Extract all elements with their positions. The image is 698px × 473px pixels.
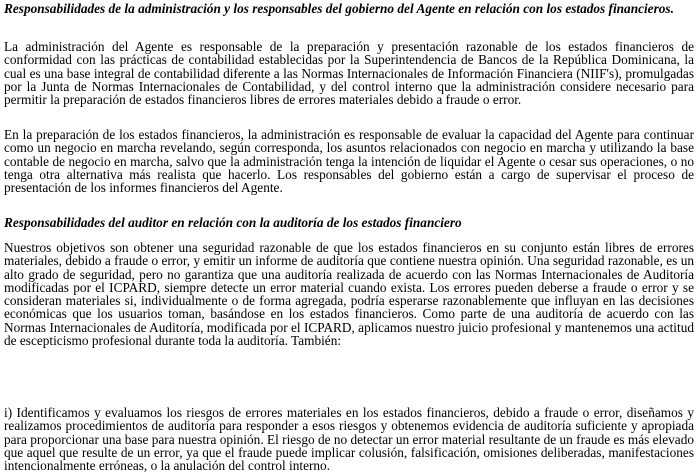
section-heading-management-responsibilities: Responsabilidades de la administración y los responsables del gobierno del Agente en relación con los estados financieros. — [4, 1, 674, 16]
paragraph-risk-identification: i) Identificamos y evaluamos los riesgos de errores materiales en los estados financieros, debido a fraude o error, diseñamos y realizamos procedimientos de auditoría para responder a esos riesgos y obtenemos evidencia de auditoría suficiente y apropiada para proporcionar una base para nuestra opinión. El riesgo de no detectar un error material resultante de un fraude es más elevado que aquel que resulte de un error, ya que el fraude puede implicar colusión, falsificación, omisiones deliberadas, manifestaciones intencionalmente erróneas, o la anulación del control interno. — [4, 405, 694, 473]
paragraph-management-responsibility: La administración del Agente es responsable de la preparación y presentación razonable de los estados financieros de conformidad con las prácticas de contabilidad establecidas por la Superintendencia de Bancos de la República Dominicana, la cual es una base integral de contabilidad diferente a las Normas Internacionales de Información Financiera (NIIF's), promulgadas por la Junta de Normas Internacionales de Contabilidad, y del control interno que la administración considere necesario para permitir la preparación de estados financieros libres de errores materiales debido a fraude o error. — [4, 39, 694, 108]
paragraph-going-concern: En la preparación de los estados financieros, la administración es responsable de evaluar la capacidad del Agente para continuar como un negocio en marcha revelando, según corresponda, los asuntos relacionados con negocio en marcha y utilizando la base contable de negocio en marcha, salvo que la administración tenga la intención de liquidar el Agente o cesar sus operaciones, o no tenga otra alternativa más realista que hacerlo. Los responsables del gobierno están a cargo de supervisar el proceso de presentación de los informes financieros del Agente. — [4, 127, 694, 196]
paragraph-audit-objectives: Nuestros objetivos son obtener una seguridad razonable de que los estados financieros en su conjunto están libres de errores materiales, debido a fraude o error, y emitir un informe de auditoría que contiene nuestra opinión. Una seguridad razonable, es un alto grado de seguridad, pero no garantiza que una auditoría realizada de acuerdo con las Normas Internacionales de Auditoría modificadas por el ICPARD, siempre detecte un error material cuando exista. Los errores pueden deberse a fraude o error y se consideran materiales si, individualmente o de forma agregada, podría esperarse razonablemente que influyan en las decisiones económicas que los usuarios toman, basándose en los estados financieros. Como parte de una auditoría de acuerdo con las Normas Internacionales de Auditoría, modificada por el ICPARD, aplicamos nuestro juicio profesional y mantenemos una actitud de escepticismo profesional durante toda la auditoría. También: — [4, 240, 694, 349]
section-heading-auditor-responsibilities: Responsabilidades del auditor en relación con la auditoría de los estados financiero — [4, 215, 462, 230]
